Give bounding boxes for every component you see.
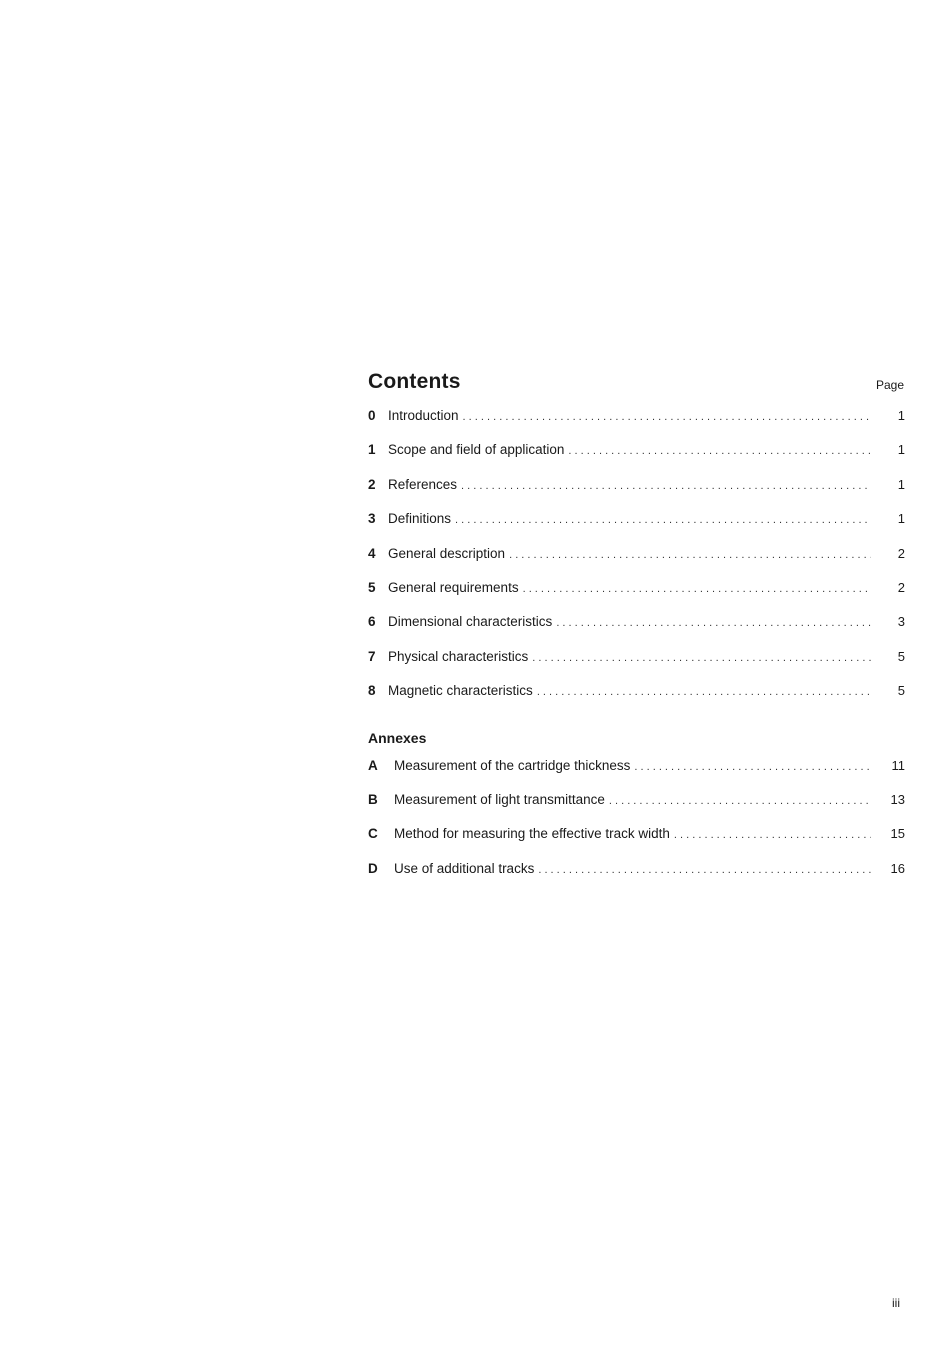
toc-header (368, 364, 908, 394)
entry-number: 0 (368, 408, 376, 423)
annex-letter: B (368, 791, 378, 807)
dot-leader (634, 761, 871, 773)
entry-label: General requirements (388, 579, 519, 595)
entry-page: 2 (897, 545, 905, 561)
dot-leader (556, 617, 871, 629)
entry-number: 1 (368, 442, 376, 458)
dot-leader (538, 864, 871, 876)
toc-annex-b[interactable] (368, 792, 908, 826)
annex-letter: A (368, 757, 378, 773)
entry-label: Scope and field of application (388, 442, 565, 458)
dot-leader (568, 445, 871, 457)
toc-entry-general-requirements[interactable] (368, 580, 908, 614)
dot-leader (609, 795, 871, 807)
entry-page: 1 (897, 511, 905, 527)
toc-entry-magnetic-characteristics[interactable] (368, 683, 908, 717)
dot-leader (509, 549, 871, 561)
toc-annex-c[interactable] (368, 826, 908, 860)
annex-letter: D (368, 860, 378, 876)
annex-page: 11 (891, 757, 905, 773)
toc-entry-dimensional-characteristics[interactable] (368, 614, 908, 648)
toc-entry-scope[interactable] (368, 442, 908, 476)
entry-page: 5 (897, 648, 905, 664)
entry-number: 8 (368, 683, 376, 699)
entry-page: 1 (897, 476, 905, 492)
toc-entry-definitions[interactable] (368, 511, 908, 545)
toc-entry-physical-characteristics[interactable] (368, 649, 908, 683)
toc-annex-d[interactable] (368, 861, 908, 895)
dot-leader (461, 480, 871, 492)
annex-label: Use of additional tracks (394, 860, 535, 876)
entry-number: 7 (368, 648, 376, 664)
toc-entry-introduction[interactable] (368, 408, 908, 442)
entry-page: 5 (897, 683, 905, 699)
entry-label: Physical characteristics (388, 648, 529, 664)
annex-letter: C (368, 826, 378, 842)
entry-page: 2 (897, 579, 905, 595)
toc-annex-a[interactable] (368, 758, 908, 792)
entry-label: References (388, 476, 458, 492)
entry-number: 2 (368, 476, 376, 492)
entry-number: 3 (368, 511, 376, 527)
annex-page: 13 (890, 791, 905, 807)
dot-leader (537, 686, 871, 698)
entry-page: 1 (897, 408, 905, 423)
page-folio: iii (892, 1296, 900, 1310)
dot-leader (463, 411, 871, 423)
annex-label: Method for measuring the effective track width (394, 826, 670, 842)
annex-label: Measurement of light transmittance (394, 791, 605, 807)
dot-leader (523, 583, 871, 595)
entry-label: Dimensional characteristics (388, 614, 553, 630)
dot-leader (532, 652, 871, 664)
annex-page: 15 (890, 826, 905, 842)
page-title: Contents (368, 370, 461, 393)
entry-label: Definitions (388, 511, 452, 527)
dot-leader (674, 829, 871, 841)
entry-label: Magnetic characteristics (388, 683, 533, 699)
entry-number: 5 (368, 579, 376, 595)
annex-page: 16 (890, 860, 905, 876)
toc-entry-references[interactable] (368, 477, 908, 511)
annex-label: Measurement of the cartridge thickness (394, 757, 631, 773)
entry-page: 3 (897, 614, 905, 630)
entry-number: 6 (368, 614, 376, 630)
entry-number: 4 (368, 545, 376, 561)
annexes-heading: Annexes (368, 729, 427, 746)
dot-leader (455, 514, 871, 526)
entry-label: Introduction (388, 408, 459, 423)
toc-entry-general-description[interactable] (368, 546, 908, 580)
table-of-contents (368, 364, 908, 895)
page-column-label: Page (875, 378, 904, 392)
entry-label: General description (388, 545, 506, 561)
entry-page: 1 (897, 442, 905, 458)
